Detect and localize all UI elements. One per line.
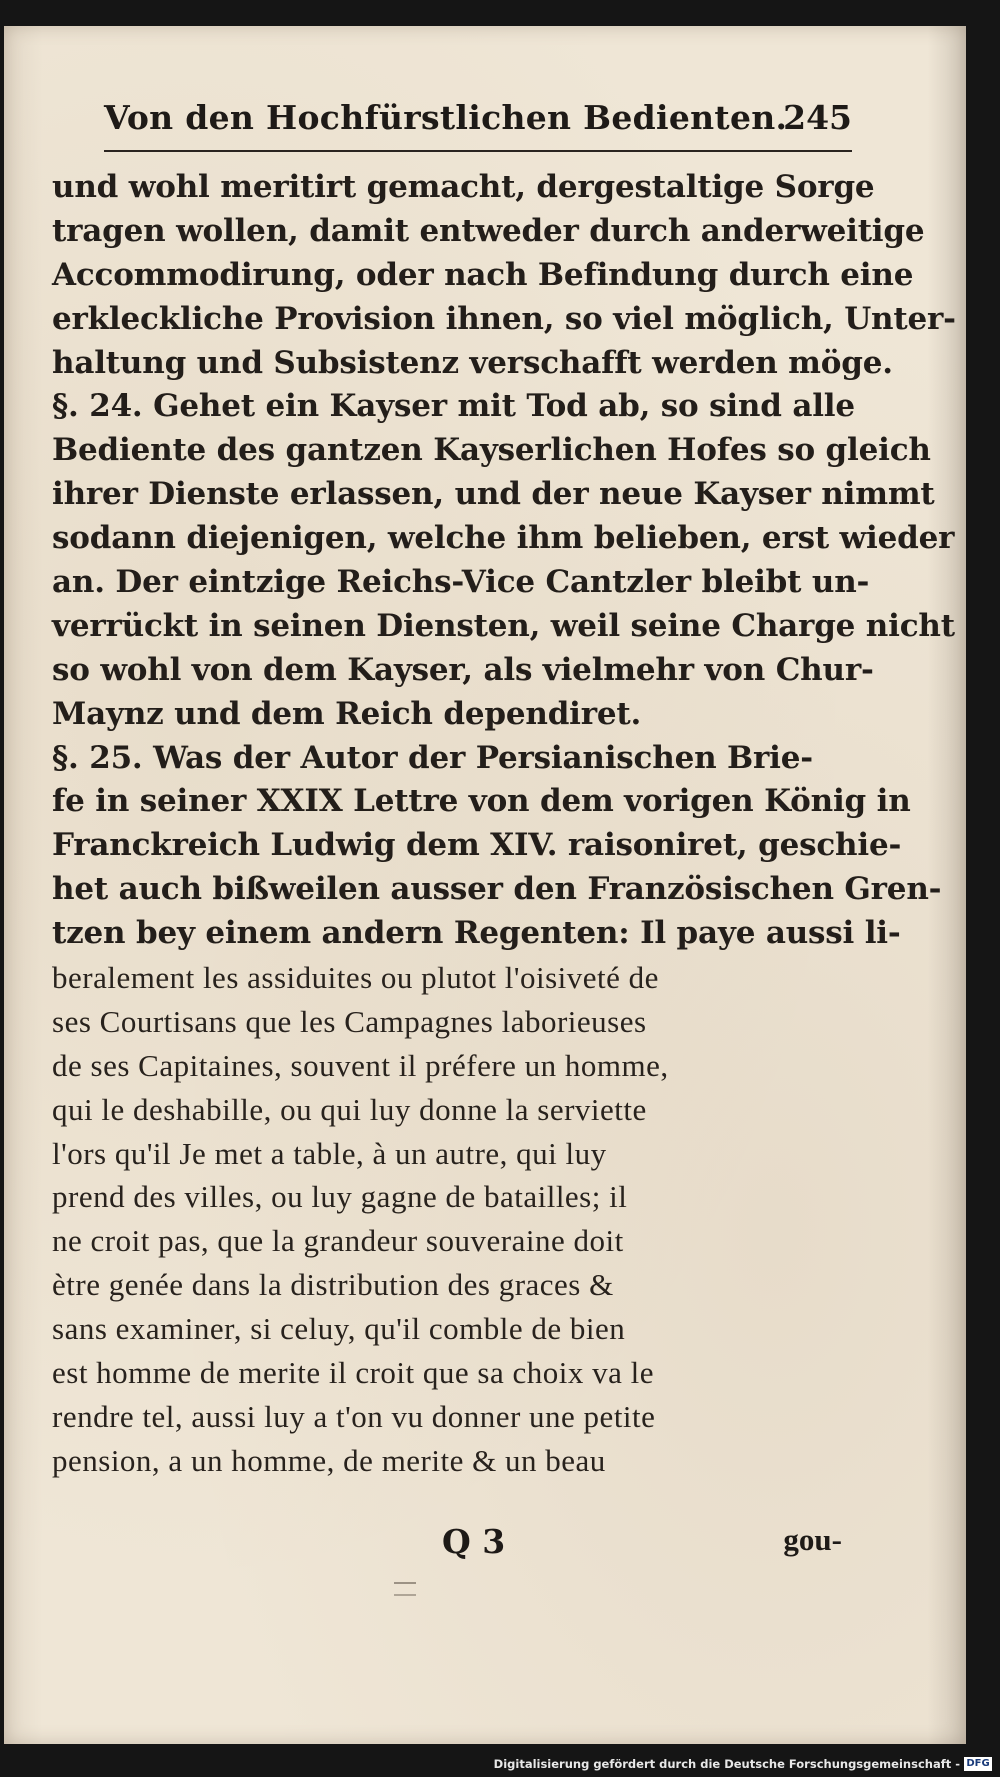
text-line: pension, a un homme, de merite & un beau bbox=[52, 1442, 606, 1478]
text-line: ètre genée dans la distribution des graces & bbox=[52, 1267, 614, 1303]
text-line: ses Courtisans que les Campagnes laborieuses bbox=[52, 1003, 647, 1039]
text-line: het auch bißweilen ausser den Französischen Gren- bbox=[52, 871, 942, 908]
running-header bbox=[104, 90, 852, 152]
text-line: an. Der eintzige Reichs-Vice Cantzler bleibt un- bbox=[52, 564, 870, 601]
text-line: fe in seiner XXIX Lettre von dem vorigen König in bbox=[52, 783, 911, 820]
book-page bbox=[4, 26, 966, 1744]
signature-mark: Q 3 bbox=[442, 1522, 506, 1561]
text-line: tzen bey einem andern Regenten: Il paye aussi li- bbox=[52, 915, 901, 952]
text-line: prend des villes, ou luy gagne de batailles; il bbox=[52, 1179, 628, 1215]
text-line: sans examiner, si celuy, qu'il comble de bien bbox=[52, 1311, 626, 1347]
text-line: Maynz und dem Reich dependiret. bbox=[52, 695, 642, 732]
dfg-logo-icon: DFG bbox=[964, 1757, 992, 1771]
text-line: Accommodirung, oder nach Befindung durch eine bbox=[52, 256, 914, 293]
text-line: tragen wollen, damit entweder durch anderweitige bbox=[52, 212, 925, 249]
text-line: §. 25. Was der Autor der Persianischen Brie- bbox=[52, 739, 813, 776]
text-line: qui le deshabille, ou qui luy donne la serviette bbox=[52, 1091, 647, 1127]
text-line: rendre tel, aussi luy a t'on vu donner une petite bbox=[52, 1398, 656, 1434]
text-line: Bediente des gantzen Kayserlichen Hofes so gleich bbox=[52, 432, 931, 469]
text-line: est homme de merite il croit que sa choix va le bbox=[52, 1355, 654, 1391]
header-title: Von den Hochfürstlichen Bedienten. bbox=[104, 98, 788, 137]
page-body-text bbox=[52, 166, 956, 1483]
text-line: ne croit pas, que la grandeur souveraine doit bbox=[52, 1223, 624, 1259]
text-line: so wohl von dem Kayser, als vielmehr von Chur- bbox=[52, 651, 874, 688]
text-line: haltung und Subsistenz verschafft werden möge. bbox=[52, 344, 893, 381]
text-line: l'ors qu'il Je met a table, à un autre, qui luy bbox=[52, 1135, 607, 1171]
catchword: gou- bbox=[783, 1522, 842, 1557]
text-line: sodann diejenigen, welche ihm belieben, erst wieder bbox=[52, 520, 955, 557]
ink-mark bbox=[394, 1582, 416, 1596]
text-line: ihrer Dienste erlassen, und der neue Kayser nimmt bbox=[52, 476, 935, 513]
text-line: de ses Capitaines, souvent il préfere un homme, bbox=[52, 1047, 669, 1083]
text-line: erkleckliche Provision ihnen, so viel möglich, Unter- bbox=[52, 300, 956, 337]
digitization-credit-bar bbox=[0, 1752, 1000, 1777]
text-line: §. 24. Gehet ein Kayser mit Tod ab, so sind alle bbox=[52, 388, 855, 425]
page-number: 245 bbox=[783, 98, 852, 137]
page-footer bbox=[52, 1522, 842, 1572]
credit-text: Digitalisierung gefördert durch die Deutsche Forschungsgemeinschaft - bbox=[493, 1757, 960, 1771]
text-line: und wohl meritirt gemacht, dergestaltige Sorge bbox=[52, 169, 875, 205]
text-line: verrückt in seinen Diensten, weil seine Charge nicht bbox=[52, 607, 955, 644]
text-line: beralement les assiduites ou plutot l'oisiveté de bbox=[52, 960, 659, 996]
text-line: Franckreich Ludwig dem XIV. raisoniret, geschie- bbox=[52, 827, 902, 864]
